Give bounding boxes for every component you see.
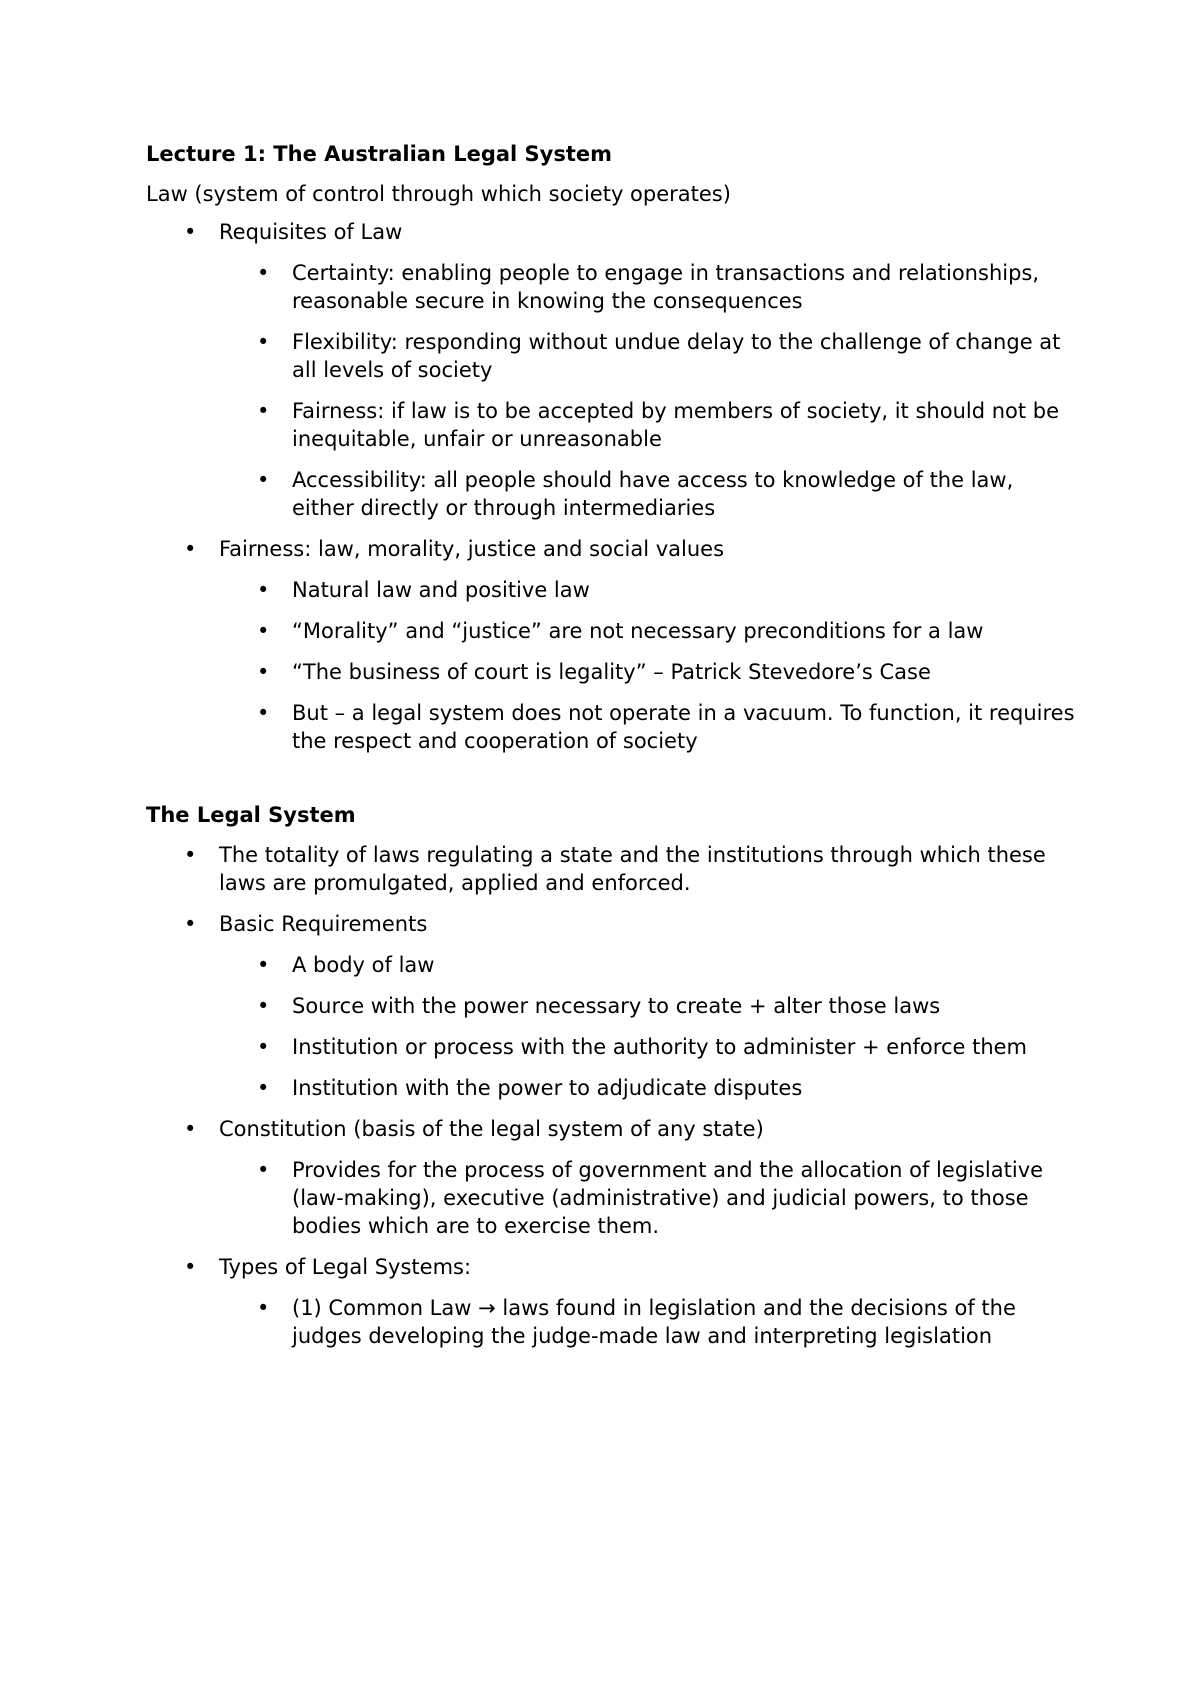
bullet-icon: • bbox=[257, 261, 270, 285]
list-item bbox=[219, 259, 1076, 315]
list-item bbox=[219, 1156, 1076, 1240]
list-item bbox=[219, 951, 1076, 979]
list-item bbox=[219, 397, 1076, 453]
list-item-text: “The business of court is legality” – Patrick Stevedore’s Case bbox=[292, 660, 931, 684]
list-item-text: Basic Requirements bbox=[219, 912, 428, 936]
list-item-text: Natural law and positive law bbox=[292, 578, 590, 602]
list-item-text: Provides for the process of government and the allocation of legislative (law-making), executive (administrative) and judicial powers, to those bodies which are to exercise them. bbox=[292, 1158, 1044, 1238]
list-item-text: The totality of laws regulating a state and the institutions through which these laws are promulgated, applied and enforced. bbox=[219, 843, 1046, 895]
sublist bbox=[219, 1156, 1076, 1240]
bullet-icon: • bbox=[257, 660, 270, 684]
list-item bbox=[219, 1074, 1076, 1102]
list-item bbox=[219, 1294, 1076, 1350]
list-item bbox=[146, 218, 1076, 522]
list-item bbox=[219, 328, 1076, 384]
list-item-text: Flexibility: responding without undue delay to the challenge of change at all levels of society bbox=[292, 330, 1061, 382]
list-item-text: Requisites of Law bbox=[219, 220, 403, 244]
list-item-text: (1) Common Law → laws found in legislation and the decisions of the judges developing the judge-made law and interpreting legislation bbox=[292, 1296, 1016, 1348]
list-item bbox=[219, 466, 1076, 522]
list-item bbox=[219, 576, 1076, 604]
bullet-icon: • bbox=[257, 330, 270, 354]
list-item-text: A body of law bbox=[292, 953, 435, 977]
document-page bbox=[146, 140, 1076, 1363]
section1-list bbox=[146, 218, 1076, 755]
list-item bbox=[146, 910, 1076, 1102]
list-item bbox=[219, 699, 1076, 755]
bullet-icon: • bbox=[257, 468, 270, 492]
bullet-icon: • bbox=[184, 843, 197, 867]
bullet-icon: • bbox=[257, 578, 270, 602]
bullet-icon: • bbox=[257, 619, 270, 643]
list-item-text: “Morality” and “justice” are not necessary preconditions for a law bbox=[292, 619, 984, 643]
bullet-icon: • bbox=[257, 701, 270, 725]
bullet-icon: • bbox=[257, 994, 270, 1018]
list-item bbox=[219, 658, 1076, 686]
list-item bbox=[219, 992, 1076, 1020]
bullet-icon: • bbox=[184, 912, 197, 936]
list-item-text: But – a legal system does not operate in a vacuum. To function, it requires the respect and cooperation of society bbox=[292, 701, 1075, 753]
section-heading: The Legal System bbox=[146, 803, 356, 827]
list-item-text: Certainty: enabling people to engage in transactions and relationships, reasonable secure in knowing the consequences bbox=[292, 261, 1040, 313]
bullet-icon: • bbox=[257, 953, 270, 977]
list-item-text: Fairness: law, morality, justice and social values bbox=[219, 537, 725, 561]
lecture-title: Lecture 1: The Australian Legal System bbox=[146, 142, 613, 166]
bullet-icon: • bbox=[257, 1158, 270, 1182]
list-item bbox=[146, 1115, 1076, 1240]
list-item-text: Source with the power necessary to create + alter those laws bbox=[292, 994, 941, 1018]
sublist bbox=[219, 1294, 1076, 1350]
list-item bbox=[146, 1253, 1076, 1350]
list-item-text: Constitution (basis of the legal system of any state) bbox=[219, 1117, 764, 1141]
list-item-text: Institution with the power to adjudicate disputes bbox=[292, 1076, 803, 1100]
sublist bbox=[219, 951, 1076, 1102]
bullet-icon: • bbox=[184, 1255, 197, 1279]
list-item bbox=[146, 535, 1076, 755]
bullet-icon: • bbox=[184, 220, 197, 244]
section2-list bbox=[146, 841, 1076, 1350]
list-item-text: Institution or process with the authority to administer + enforce them bbox=[292, 1035, 1027, 1059]
bullet-icon: • bbox=[257, 1296, 270, 1320]
bullet-icon: • bbox=[257, 399, 270, 423]
list-item bbox=[219, 617, 1076, 645]
law-definition: Law (system of control through which society operates) bbox=[146, 182, 731, 206]
sublist bbox=[219, 576, 1076, 755]
list-item-text: Fairness: if law is to be accepted by members of society, it should not be inequitable, unfair or unreasonable bbox=[292, 399, 1060, 451]
bullet-icon: • bbox=[184, 1117, 197, 1141]
bullet-icon: • bbox=[257, 1035, 270, 1059]
list-item-text: Types of Legal Systems: bbox=[219, 1255, 472, 1279]
sublist bbox=[219, 259, 1076, 522]
bullet-icon: • bbox=[257, 1076, 270, 1100]
bullet-icon: • bbox=[184, 537, 197, 561]
list-item bbox=[219, 1033, 1076, 1061]
list-item bbox=[146, 841, 1076, 897]
list-item-text: Accessibility: all people should have access to knowledge of the law, either directly or through intermediaries bbox=[292, 468, 1014, 520]
